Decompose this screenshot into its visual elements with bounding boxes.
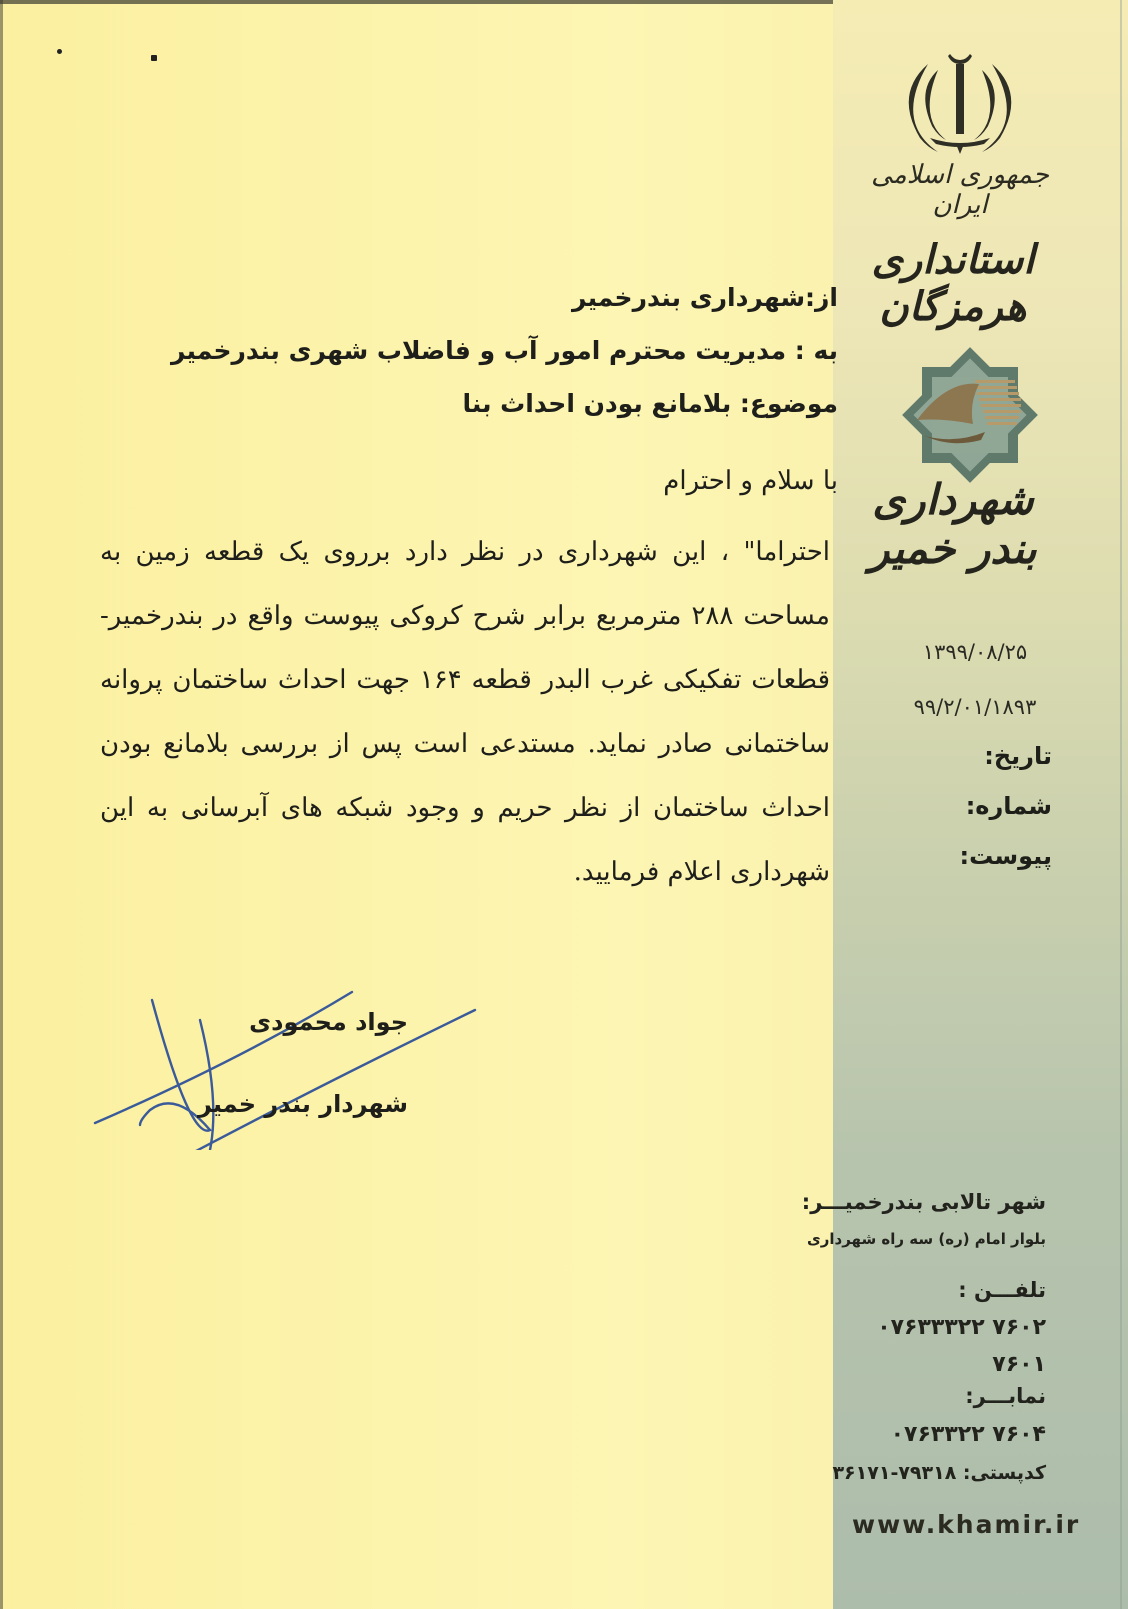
province-office-name: استانداری هرمزگان — [871, 236, 1035, 330]
signatory-name: جواد محمودی — [249, 1008, 408, 1036]
postal-code: کدپستی: ۷۹۳۱۸-۳۶۱۷۱ — [832, 1462, 1046, 1484]
fax-number: ۰۷۶۳۳۲۲ ۷۶۰۴ — [890, 1422, 1046, 1447]
scan-speck — [151, 55, 157, 61]
handwritten-signature-icon — [90, 950, 480, 1150]
number-label: شماره: — [965, 792, 1052, 820]
contact-address: بلوار امام (ره) سه راه شهرداری — [807, 1230, 1046, 1248]
sidebar-edge — [1120, 0, 1122, 1609]
iran-emblem-icon — [900, 48, 1020, 158]
signatory-title: شهردار بندر خمیر — [197, 1090, 408, 1118]
scan-speck — [57, 49, 62, 54]
scan-left-edge — [0, 0, 3, 1609]
from-line: از:شهرداری بندرخمیر — [572, 283, 838, 312]
letter-body: احتراما" ، این شهرداری در نظر دارد برروی یک قطعه زمین به مساحت ۲۸۸ مترمربع برابر شرح کروکی پیوست واقع در بندرخمیر-قطعات تفکیکی غرب البدر قطعه ۱۶۴ جهت احداث ساختمان پروانه ساختمانی صادر نماید. مستدعی است پس از بررسی بلامانع بودن احداث ساختمان از نظر حریم و وجود شبکه های آبرسانی به این شهرداری اعلام فرمایید. — [100, 537, 830, 887]
website-link[interactable]: www.khamir.ir — [852, 1510, 1081, 1539]
phone-number-2: ۷۶۰۱ — [992, 1352, 1046, 1377]
number-value: ۹۹/۲/۰۱/۱۸۹۳ — [913, 695, 1037, 719]
greeting: با سلام و احترام — [663, 466, 838, 496]
municipality-star-logo-icon — [895, 340, 1045, 490]
municipality-name: شهرداری بندر خمیر — [869, 475, 1037, 573]
date-value: ۱۳۹۹/۰۸/۲۵ — [922, 640, 1028, 664]
phone-label: تلفـــن : — [958, 1278, 1046, 1302]
subject-line: موضوع: بلامانع بودن احداث بنا — [462, 389, 838, 418]
country-name: جمهوری اسلامی ایران — [871, 160, 1049, 220]
contact-city: شهر تالابی بندرخمیـــر: — [801, 1190, 1046, 1214]
date-label: تاریخ: — [984, 742, 1052, 770]
phone-number-1: ۰۷۶۳۳۳۲۲ ۷۶۰۲ — [877, 1315, 1046, 1340]
attachment-label: پیوست: — [959, 842, 1052, 870]
to-line: به : مدیریت محترم امور آب و فاضلاب شهری بندرخمیر — [170, 336, 838, 365]
fax-label: نمابـــر: — [965, 1384, 1046, 1408]
